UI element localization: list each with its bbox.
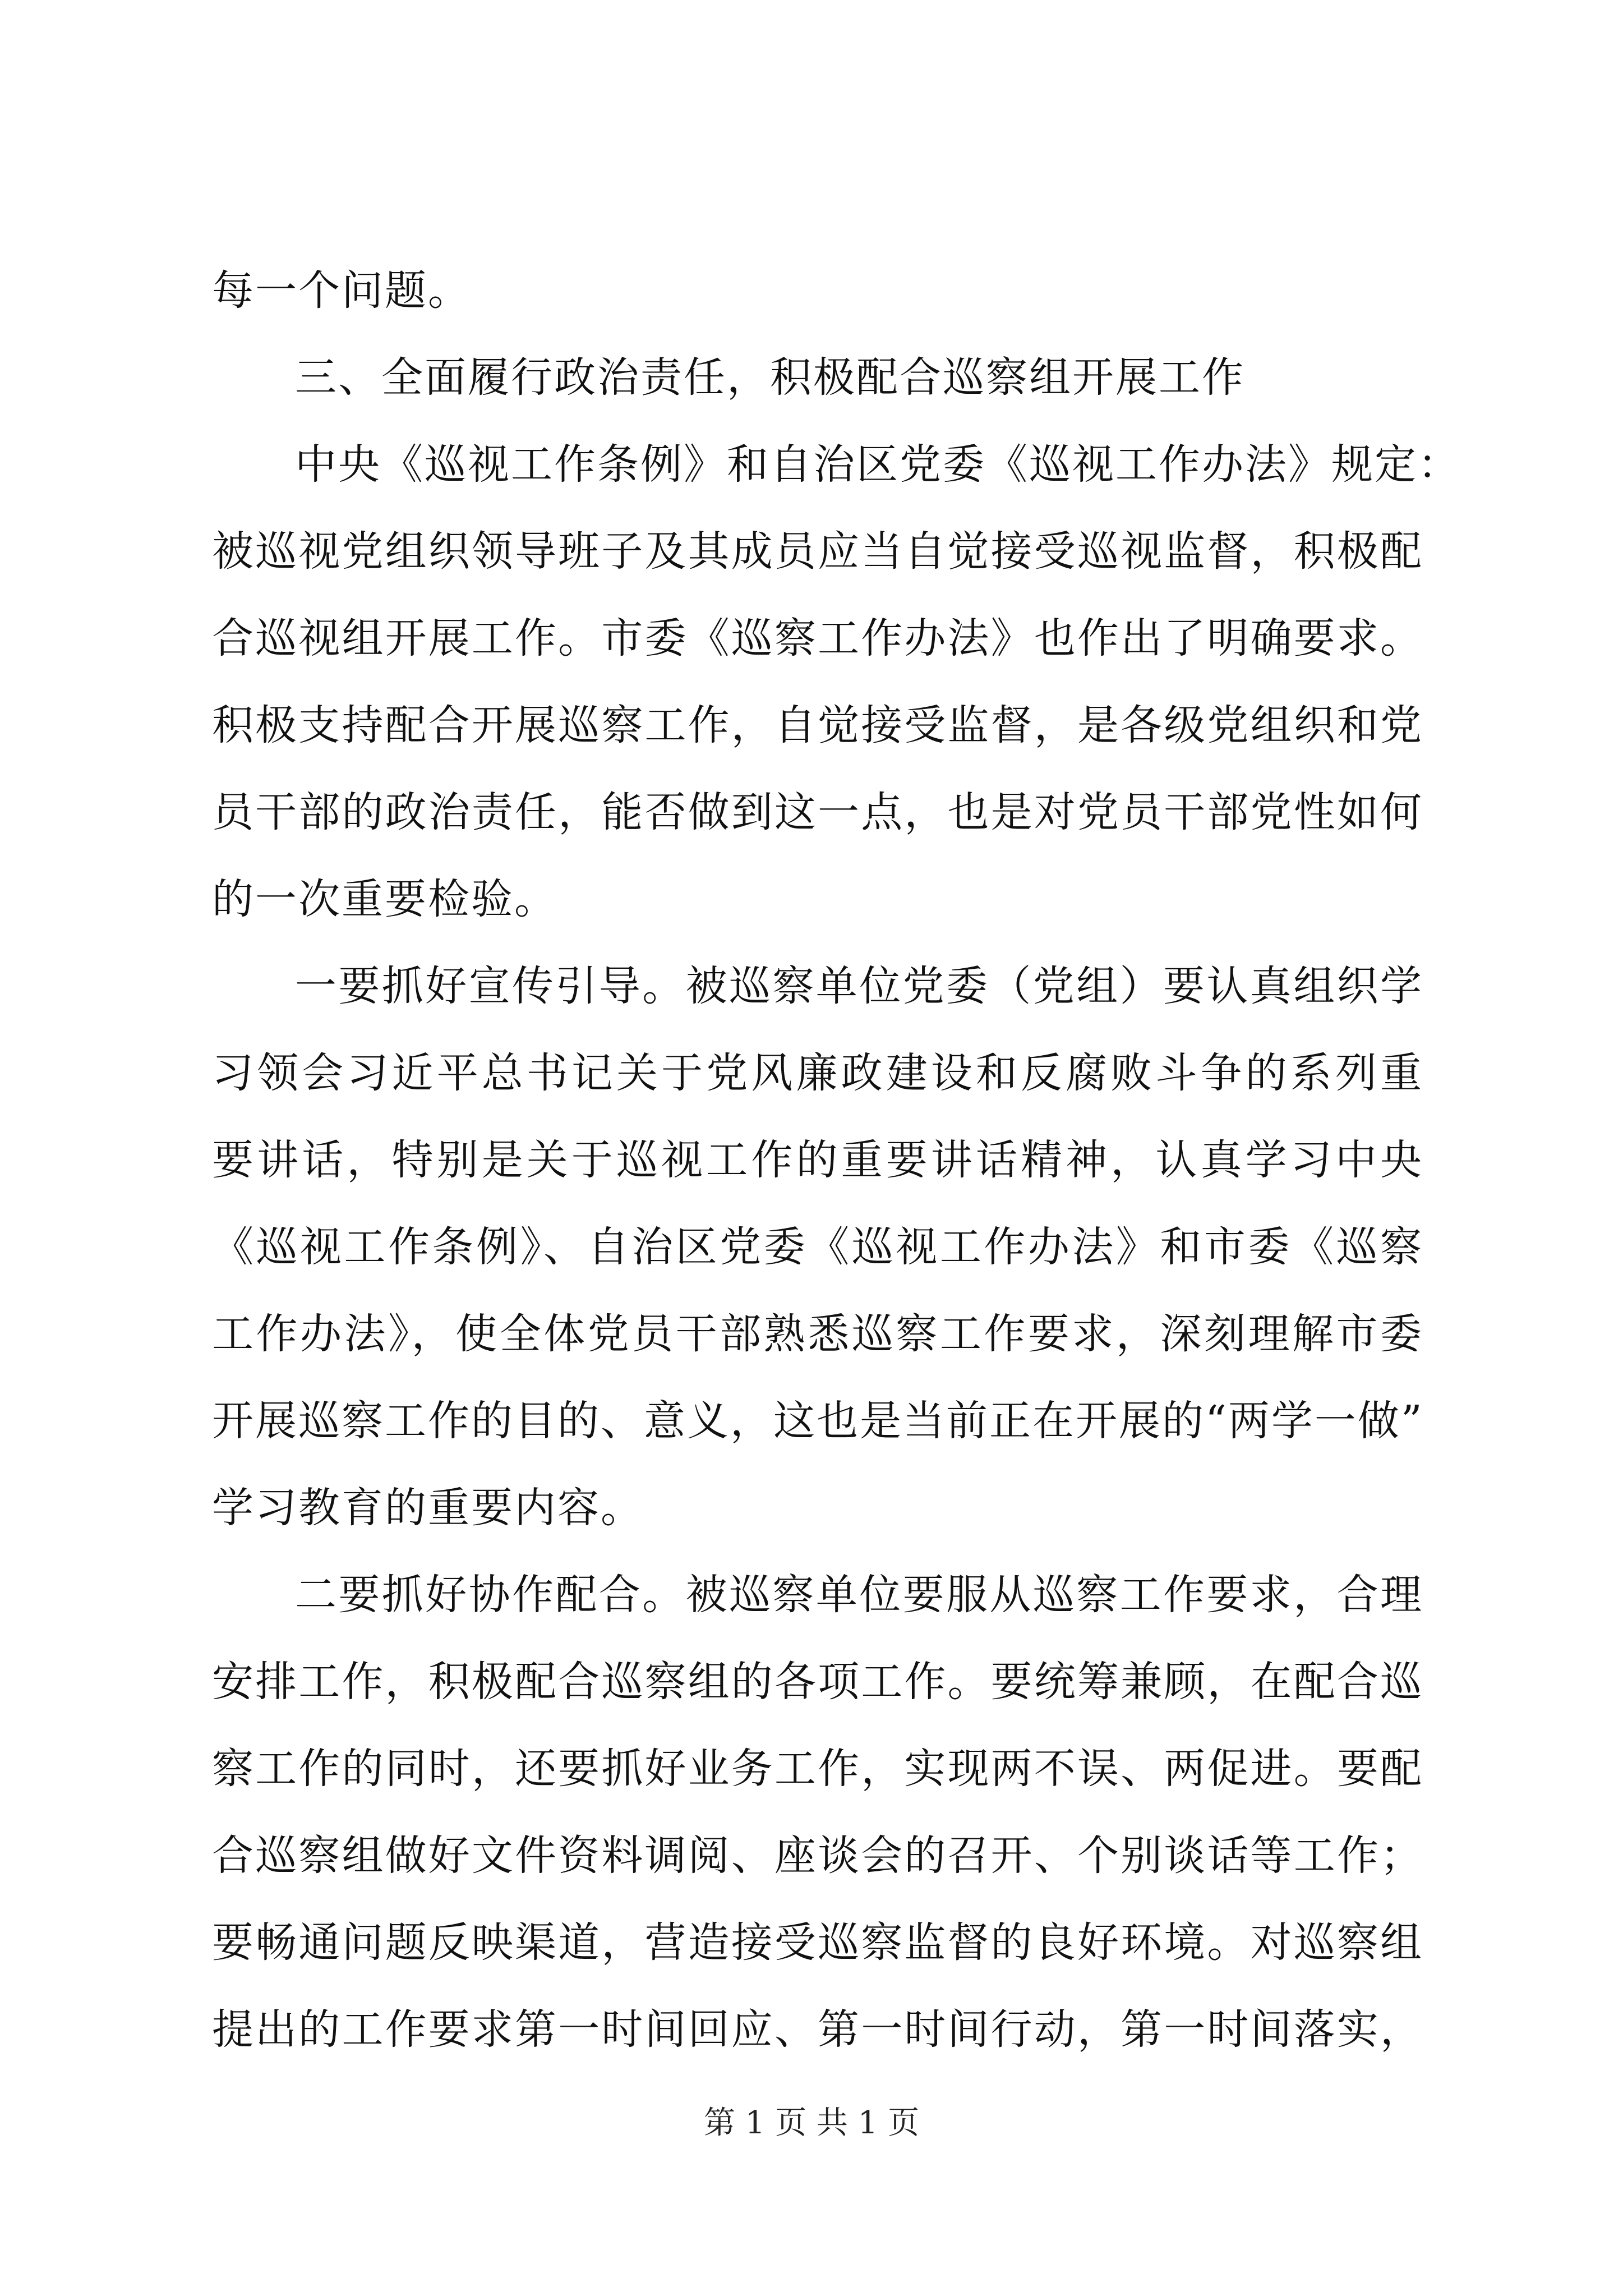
text-line: 合巡视组开展工作。市委《巡察工作办法》也作出了明确要求。 xyxy=(212,614,1423,662)
text-line: 察工作的同时，还要抓好业务工作，实现两不误、两促进。要配 xyxy=(212,1745,1423,1793)
page-number-footer: 第 1 页 共 1 页 xyxy=(703,2105,920,2141)
text-line: 学习教育的重要内容。 xyxy=(212,1484,644,1532)
text-line: 开展巡察工作的目的、意义，这也是当前正在开展的“两学一做” xyxy=(212,1397,1424,1445)
text-line: 工作办法》，使全体党员干部熟悉巡察工作要求，深刻理解市委 xyxy=(212,1310,1423,1358)
text-line: 习领会习近平总书记关于党风廉政建设和反腐败斗争的系列重 xyxy=(212,1049,1423,1097)
text-line: 中央《巡视工作条例》和自治区党委《巡视工作办法》规定： xyxy=(295,440,1461,489)
text-line: 员干部的政治责任，能否做到这一点，也是对党员干部党性如何 xyxy=(212,788,1423,836)
text-line: 一要抓好宣传引导。被巡察单位党委（党组）要认真组织学 xyxy=(295,962,1423,1010)
text-line: 二要抓好协作配合。被巡察单位要服从巡察工作要求，合理 xyxy=(295,1571,1423,1619)
text-line: 合巡察组做好文件资料调阅、座谈会的召开、个别谈话等工作； xyxy=(212,1832,1423,1880)
text-line: 提出的工作要求第一时间回应、第一时间行动，第一时间落实， xyxy=(212,2005,1423,2054)
text-line: 要畅通问题反映渠道，营造接受巡察监督的良好环境。对巡察组 xyxy=(212,1918,1423,1967)
text-line: 要讲话，特别是关于巡视工作的重要讲话精神，认真学习中央 xyxy=(212,1136,1423,1184)
text-line: 积极支持配合开展巡察工作，自觉接受监督，是各级党组织和党 xyxy=(212,701,1423,749)
text-line: 《巡视工作条例》、自治区党委《巡视工作办法》和市委《巡察 xyxy=(212,1223,1423,1271)
text-line: 被巡视党组织领导班子及其成员应当自觉接受巡视监督，积极配 xyxy=(212,527,1423,576)
section-heading: 三、全面履行政治责任，积极配合巡察组开展工作 xyxy=(295,353,1245,402)
text-line: 安排工作，积极配合巡察组的各项工作。要统筹兼顾，在配合巡 xyxy=(212,1658,1423,1706)
text-line: 每一个问题。 xyxy=(212,266,471,315)
text-line: 的一次重要检验。 xyxy=(212,875,557,923)
